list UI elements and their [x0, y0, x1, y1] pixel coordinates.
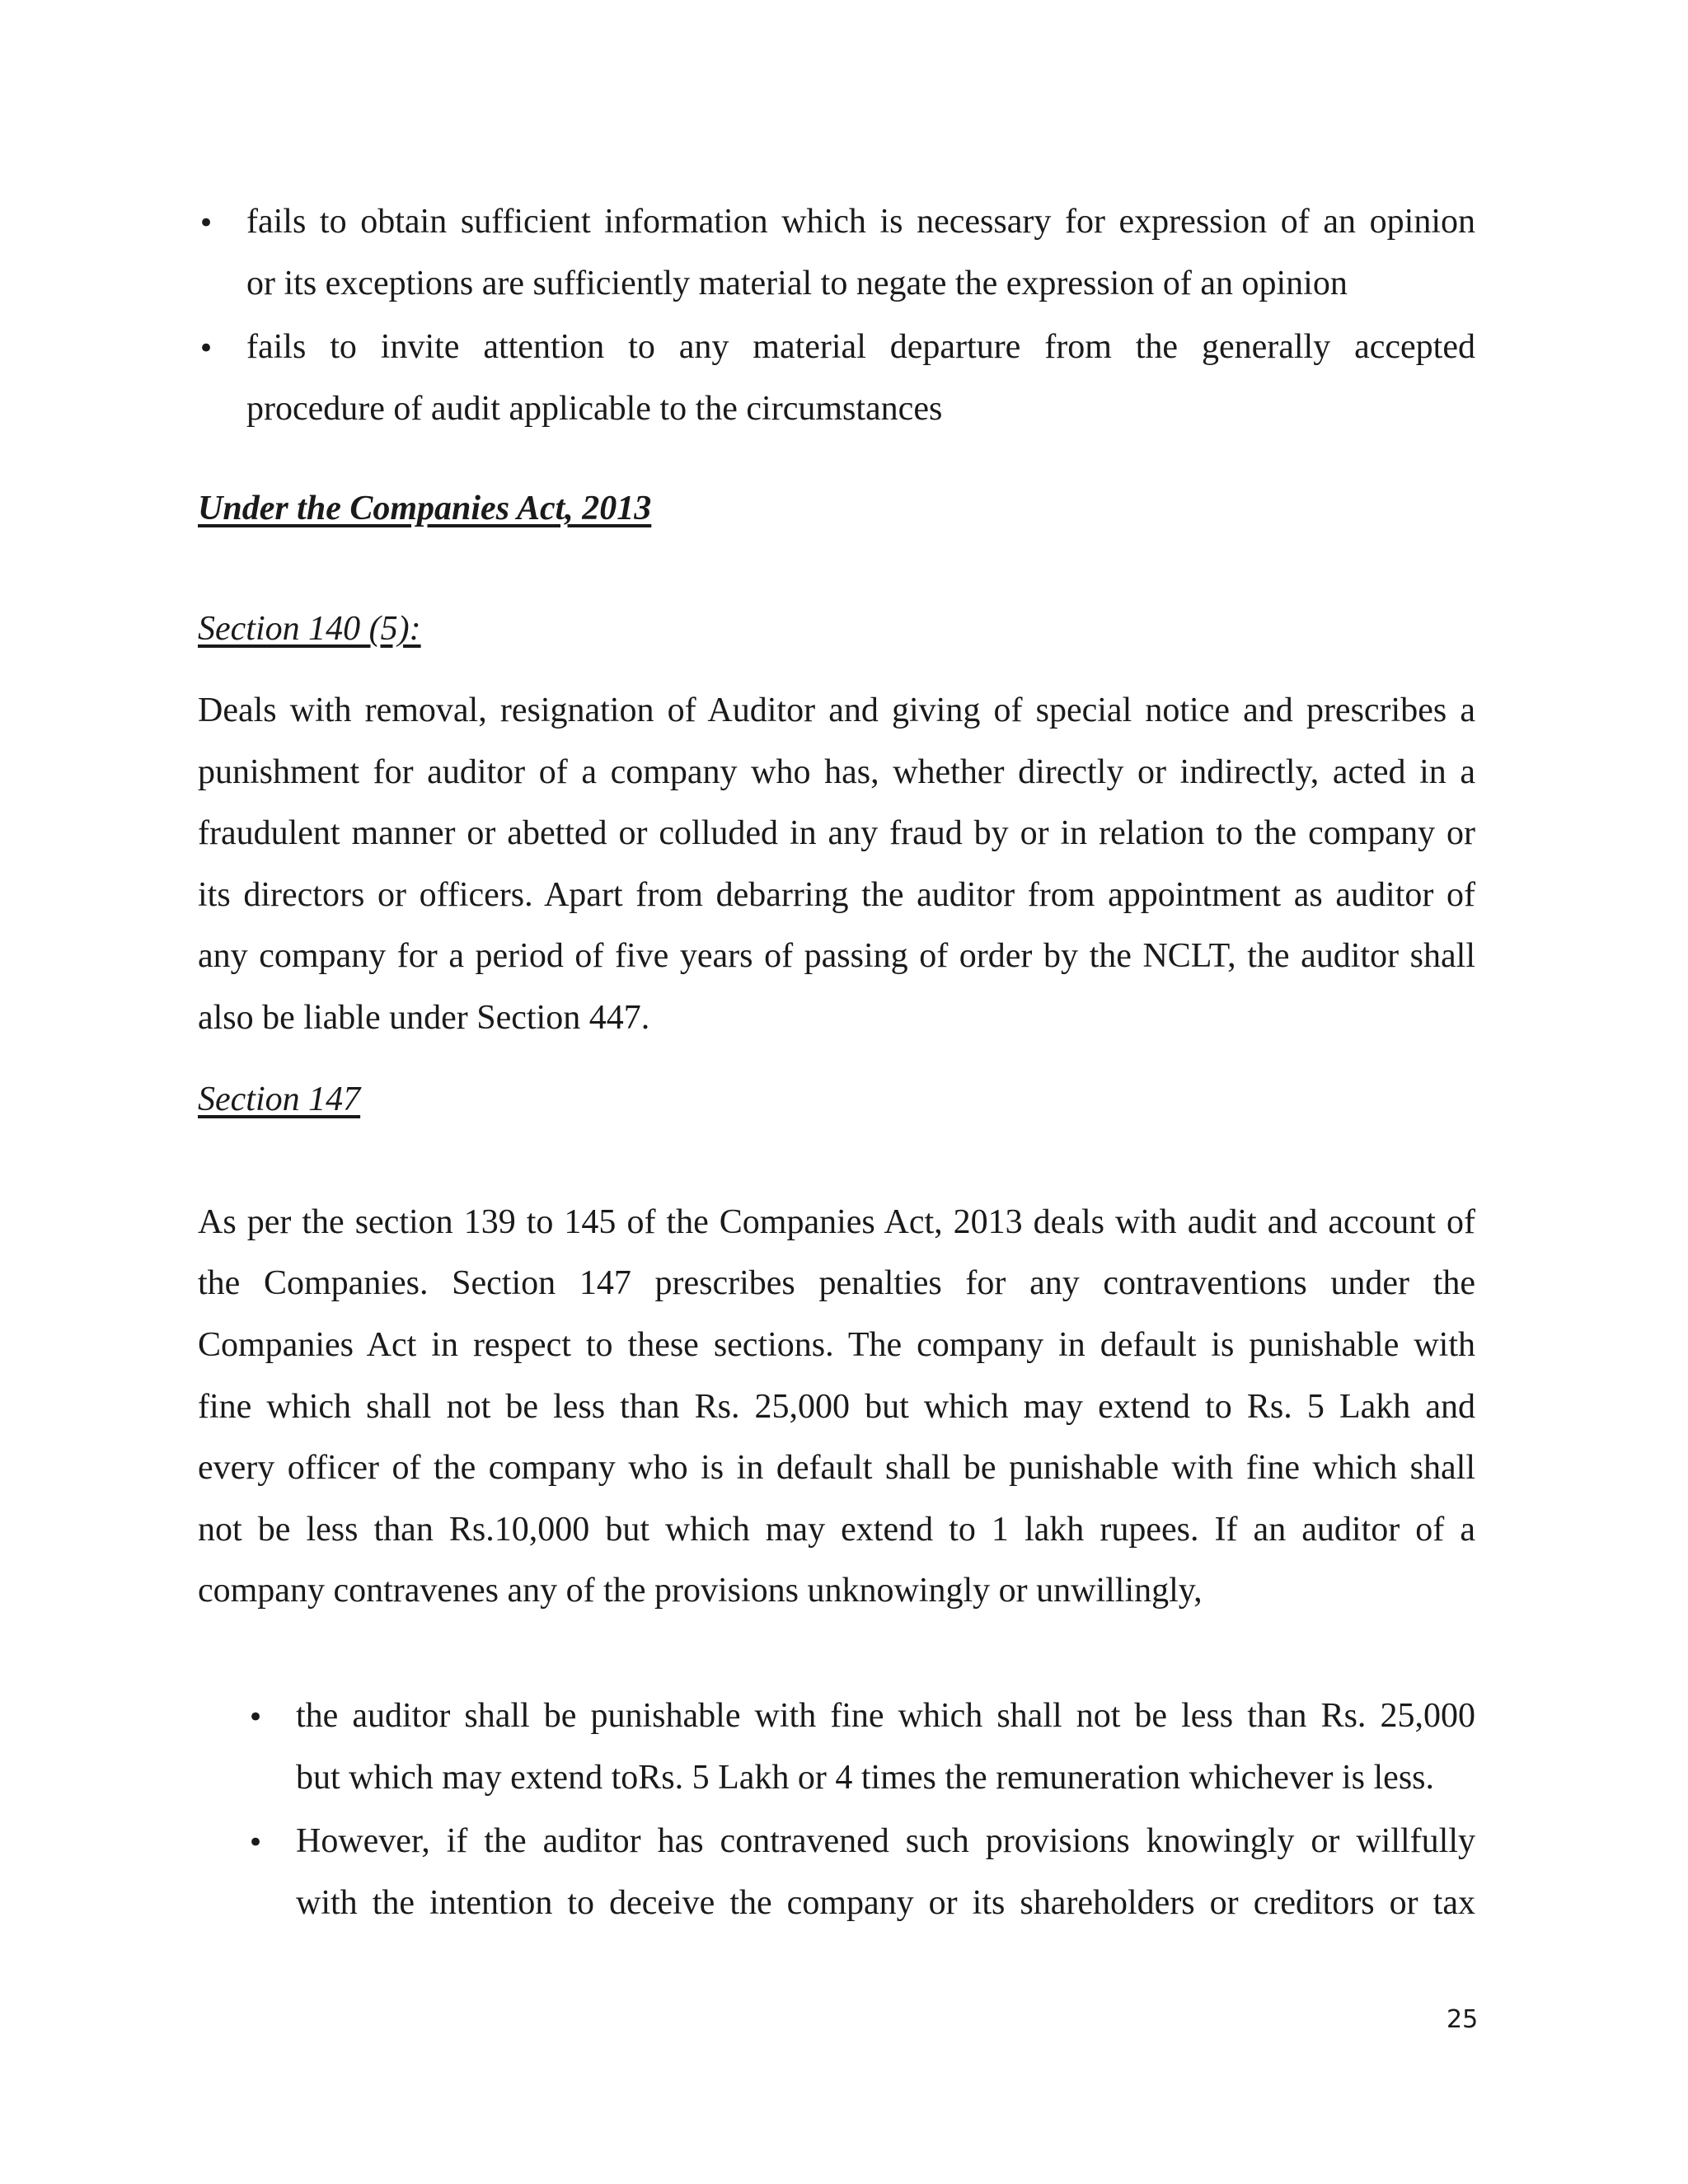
bullet-item-line: with the intention to deceive the company or its shareholders or creditors or tax [296, 1884, 1475, 1922]
paragraph-line: every officer of the company who is in default shall be punishable with fine which shall [198, 1449, 1475, 1487]
section-heading-147: Section 147 [198, 1080, 361, 1118]
bullet-item-line: However, if the auditor has contravened such provisions knowingly or willfully [296, 1822, 1475, 1860]
section-heading-140-5: Section 140 (5): [198, 610, 421, 648]
paragraph-line: the Companies. Section 147 prescribes penalties for any contraventions under the [198, 1264, 1475, 1302]
bullet-item-line: fails to invite attention to any material departure from the generally accepted [246, 328, 1475, 366]
paragraph-line: also be liable under Section 447. [198, 999, 650, 1037]
paragraph-line: company contravenes any of the provisions unknowingly or unwillingly, [198, 1572, 1203, 1610]
paragraph-line: fine which shall not be less than Rs. 25,000 but which may extend to Rs. 5 Lakh and [198, 1388, 1475, 1426]
paragraph-line: its directors or officers. Apart from debarring the auditor from appointment as auditor of [198, 876, 1475, 914]
paragraph-line: punishment for auditor of a company who has, whether directly or indirectly, acted in a [198, 753, 1475, 791]
paragraph-line: fraudulent manner or abetted or colluded in any fraud by or in relation to the company or [198, 814, 1475, 852]
paragraph-line: Companies Act in respect to these sections. The company in default is punishable with [198, 1326, 1475, 1364]
paragraph-line: not be less than Rs.10,000 but which may extend to 1 lakh rupees. If an auditor of a [198, 1511, 1475, 1549]
paragraph-line: Deals with removal, resignation of Auditor and giving of special notice and prescribes a [198, 691, 1475, 729]
bullet-marker: • [198, 332, 215, 365]
bullet-marker: • [198, 207, 215, 240]
page-number: 25 [1447, 2005, 1479, 2034]
bullet-marker: • [247, 1826, 265, 1859]
bullet-item-line: the auditor shall be punishable with fine which shall not be less than Rs. 25,000 [296, 1697, 1475, 1735]
bullet-item-line: fails to obtain sufficient information which is necessary for expression of an opinion [246, 203, 1475, 241]
section-heading-companies-act: Under the Companies Act, 2013 [198, 490, 652, 527]
bullet-item-line: procedure of audit applicable to the circumstances [246, 390, 943, 428]
bullet-marker: • [247, 1701, 265, 1734]
bullet-item-line: but which may extend toRs. 5 Lakh or 4 times the remuneration whichever is less. [296, 1759, 1435, 1797]
bullet-item-line: or its exceptions are sufficiently material to negate the expression of an opinion [246, 265, 1348, 302]
paragraph-line: any company for a period of five years of passing of order by the NCLT, the auditor shall [198, 937, 1475, 975]
paragraph-line: As per the section 139 to 145 of the Companies Act, 2013 deals with audit and account of [198, 1203, 1475, 1241]
